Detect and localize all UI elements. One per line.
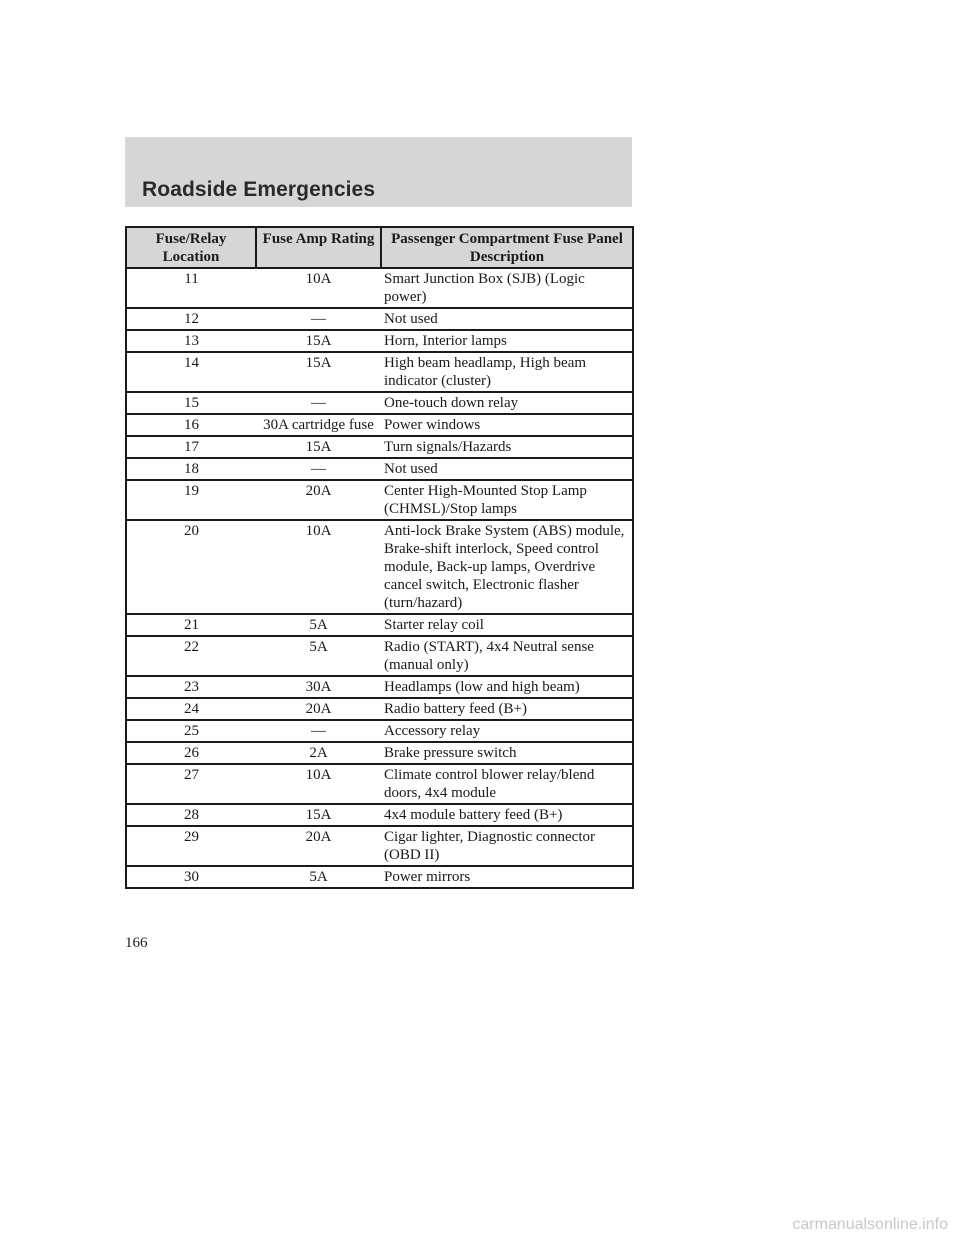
cell-description: Center High-Mounted Stop Lamp (CHMSL)/Stop lamps bbox=[381, 480, 633, 520]
table-body bbox=[126, 268, 633, 888]
table-row bbox=[126, 458, 633, 480]
cell-location: 15 bbox=[126, 392, 256, 414]
cell-location: 26 bbox=[126, 742, 256, 764]
cell-amp-rating: 20A bbox=[256, 698, 381, 720]
table-row bbox=[126, 480, 633, 520]
cell-description: Smart Junction Box (SJB) (Logic power) bbox=[381, 268, 633, 308]
cell-location: 25 bbox=[126, 720, 256, 742]
cell-description: Power windows bbox=[381, 414, 633, 436]
cell-location: 17 bbox=[126, 436, 256, 458]
cell-location: 16 bbox=[126, 414, 256, 436]
table-row bbox=[126, 330, 633, 352]
table-row bbox=[126, 742, 633, 764]
cell-location: 14 bbox=[126, 352, 256, 392]
table-row bbox=[126, 698, 633, 720]
table-row bbox=[126, 436, 633, 458]
cell-location: 21 bbox=[126, 614, 256, 636]
cell-amp-rating: 5A bbox=[256, 614, 381, 636]
table-row bbox=[126, 392, 633, 414]
cell-description: High beam headlamp, High beam indicator (cluster) bbox=[381, 352, 633, 392]
cell-amp-rating: 30A cartridge fuse bbox=[256, 414, 381, 436]
table-row bbox=[126, 804, 633, 826]
section-header bbox=[125, 137, 632, 207]
cell-description: Cigar lighter, Diagnostic connector (OBD II) bbox=[381, 826, 633, 866]
cell-location: 12 bbox=[126, 308, 256, 330]
cell-description: Headlamps (low and high beam) bbox=[381, 676, 633, 698]
header-location: Fuse/Relay Location bbox=[126, 227, 256, 268]
cell-description: One-touch down relay bbox=[381, 392, 633, 414]
table-row bbox=[126, 614, 633, 636]
table-row bbox=[126, 520, 633, 614]
header-amp-rating: Fuse Amp Rating bbox=[256, 227, 381, 268]
cell-amp-rating: 2A bbox=[256, 742, 381, 764]
cell-amp-rating: 20A bbox=[256, 480, 381, 520]
fuse-table bbox=[125, 226, 634, 889]
cell-description: Starter relay coil bbox=[381, 614, 633, 636]
cell-location: 18 bbox=[126, 458, 256, 480]
cell-amp-rating: — bbox=[256, 720, 381, 742]
table-row bbox=[126, 268, 633, 308]
cell-description: Brake pressure switch bbox=[381, 742, 633, 764]
cell-description: Not used bbox=[381, 308, 633, 330]
cell-amp-rating: 15A bbox=[256, 436, 381, 458]
table-row bbox=[126, 720, 633, 742]
cell-amp-rating: 10A bbox=[256, 520, 381, 614]
cell-description: 4x4 module battery feed (B+) bbox=[381, 804, 633, 826]
cell-location: 20 bbox=[126, 520, 256, 614]
cell-location: 23 bbox=[126, 676, 256, 698]
cell-location: 28 bbox=[126, 804, 256, 826]
cell-amp-rating: 10A bbox=[256, 764, 381, 804]
cell-amp-rating: 15A bbox=[256, 330, 381, 352]
table-row bbox=[126, 866, 633, 888]
cell-amp-rating: 10A bbox=[256, 268, 381, 308]
cell-location: 29 bbox=[126, 826, 256, 866]
cell-description: Radio (START), 4x4 Neutral sense (manual only) bbox=[381, 636, 633, 676]
page-number: 166 bbox=[125, 935, 148, 951]
cell-amp-rating: 30A bbox=[256, 676, 381, 698]
table-row bbox=[126, 764, 633, 804]
watermark: carmanualsonline.info bbox=[792, 1216, 948, 1233]
cell-location: 19 bbox=[126, 480, 256, 520]
cell-description: Radio battery feed (B+) bbox=[381, 698, 633, 720]
table-row bbox=[126, 676, 633, 698]
cell-location: 11 bbox=[126, 268, 256, 308]
cell-location: 24 bbox=[126, 698, 256, 720]
table-row bbox=[126, 308, 633, 330]
cell-location: 30 bbox=[126, 866, 256, 888]
cell-description: Anti-lock Brake System (ABS) module, Brake-shift interlock, Speed control module, Back-up lamps, Overdrive cancel switch, Electronic flasher (turn/hazard) bbox=[381, 520, 633, 614]
cell-location: 13 bbox=[126, 330, 256, 352]
table-row bbox=[126, 352, 633, 392]
cell-amp-rating: 15A bbox=[256, 352, 381, 392]
cell-amp-rating: 5A bbox=[256, 636, 381, 676]
cell-amp-rating: 15A bbox=[256, 804, 381, 826]
cell-location: 22 bbox=[126, 636, 256, 676]
cell-amp-rating: 5A bbox=[256, 866, 381, 888]
table-row bbox=[126, 414, 633, 436]
cell-description: Turn signals/Hazards bbox=[381, 436, 633, 458]
cell-amp-rating: 20A bbox=[256, 826, 381, 866]
cell-description: Not used bbox=[381, 458, 633, 480]
cell-amp-rating: — bbox=[256, 458, 381, 480]
cell-amp-rating: — bbox=[256, 308, 381, 330]
cell-location: 27 bbox=[126, 764, 256, 804]
table-row bbox=[126, 636, 633, 676]
cell-description: Accessory relay bbox=[381, 720, 633, 742]
cell-amp-rating: — bbox=[256, 392, 381, 414]
table-row bbox=[126, 826, 633, 866]
section-title: Roadside Emergencies bbox=[142, 178, 376, 201]
cell-description: Power mirrors bbox=[381, 866, 633, 888]
table-header-row bbox=[126, 227, 633, 268]
cell-description: Horn, Interior lamps bbox=[381, 330, 633, 352]
header-description: Passenger Compartment Fuse Panel Description bbox=[381, 227, 633, 268]
cell-description: Climate control blower relay/blend doors, 4x4 module bbox=[381, 764, 633, 804]
